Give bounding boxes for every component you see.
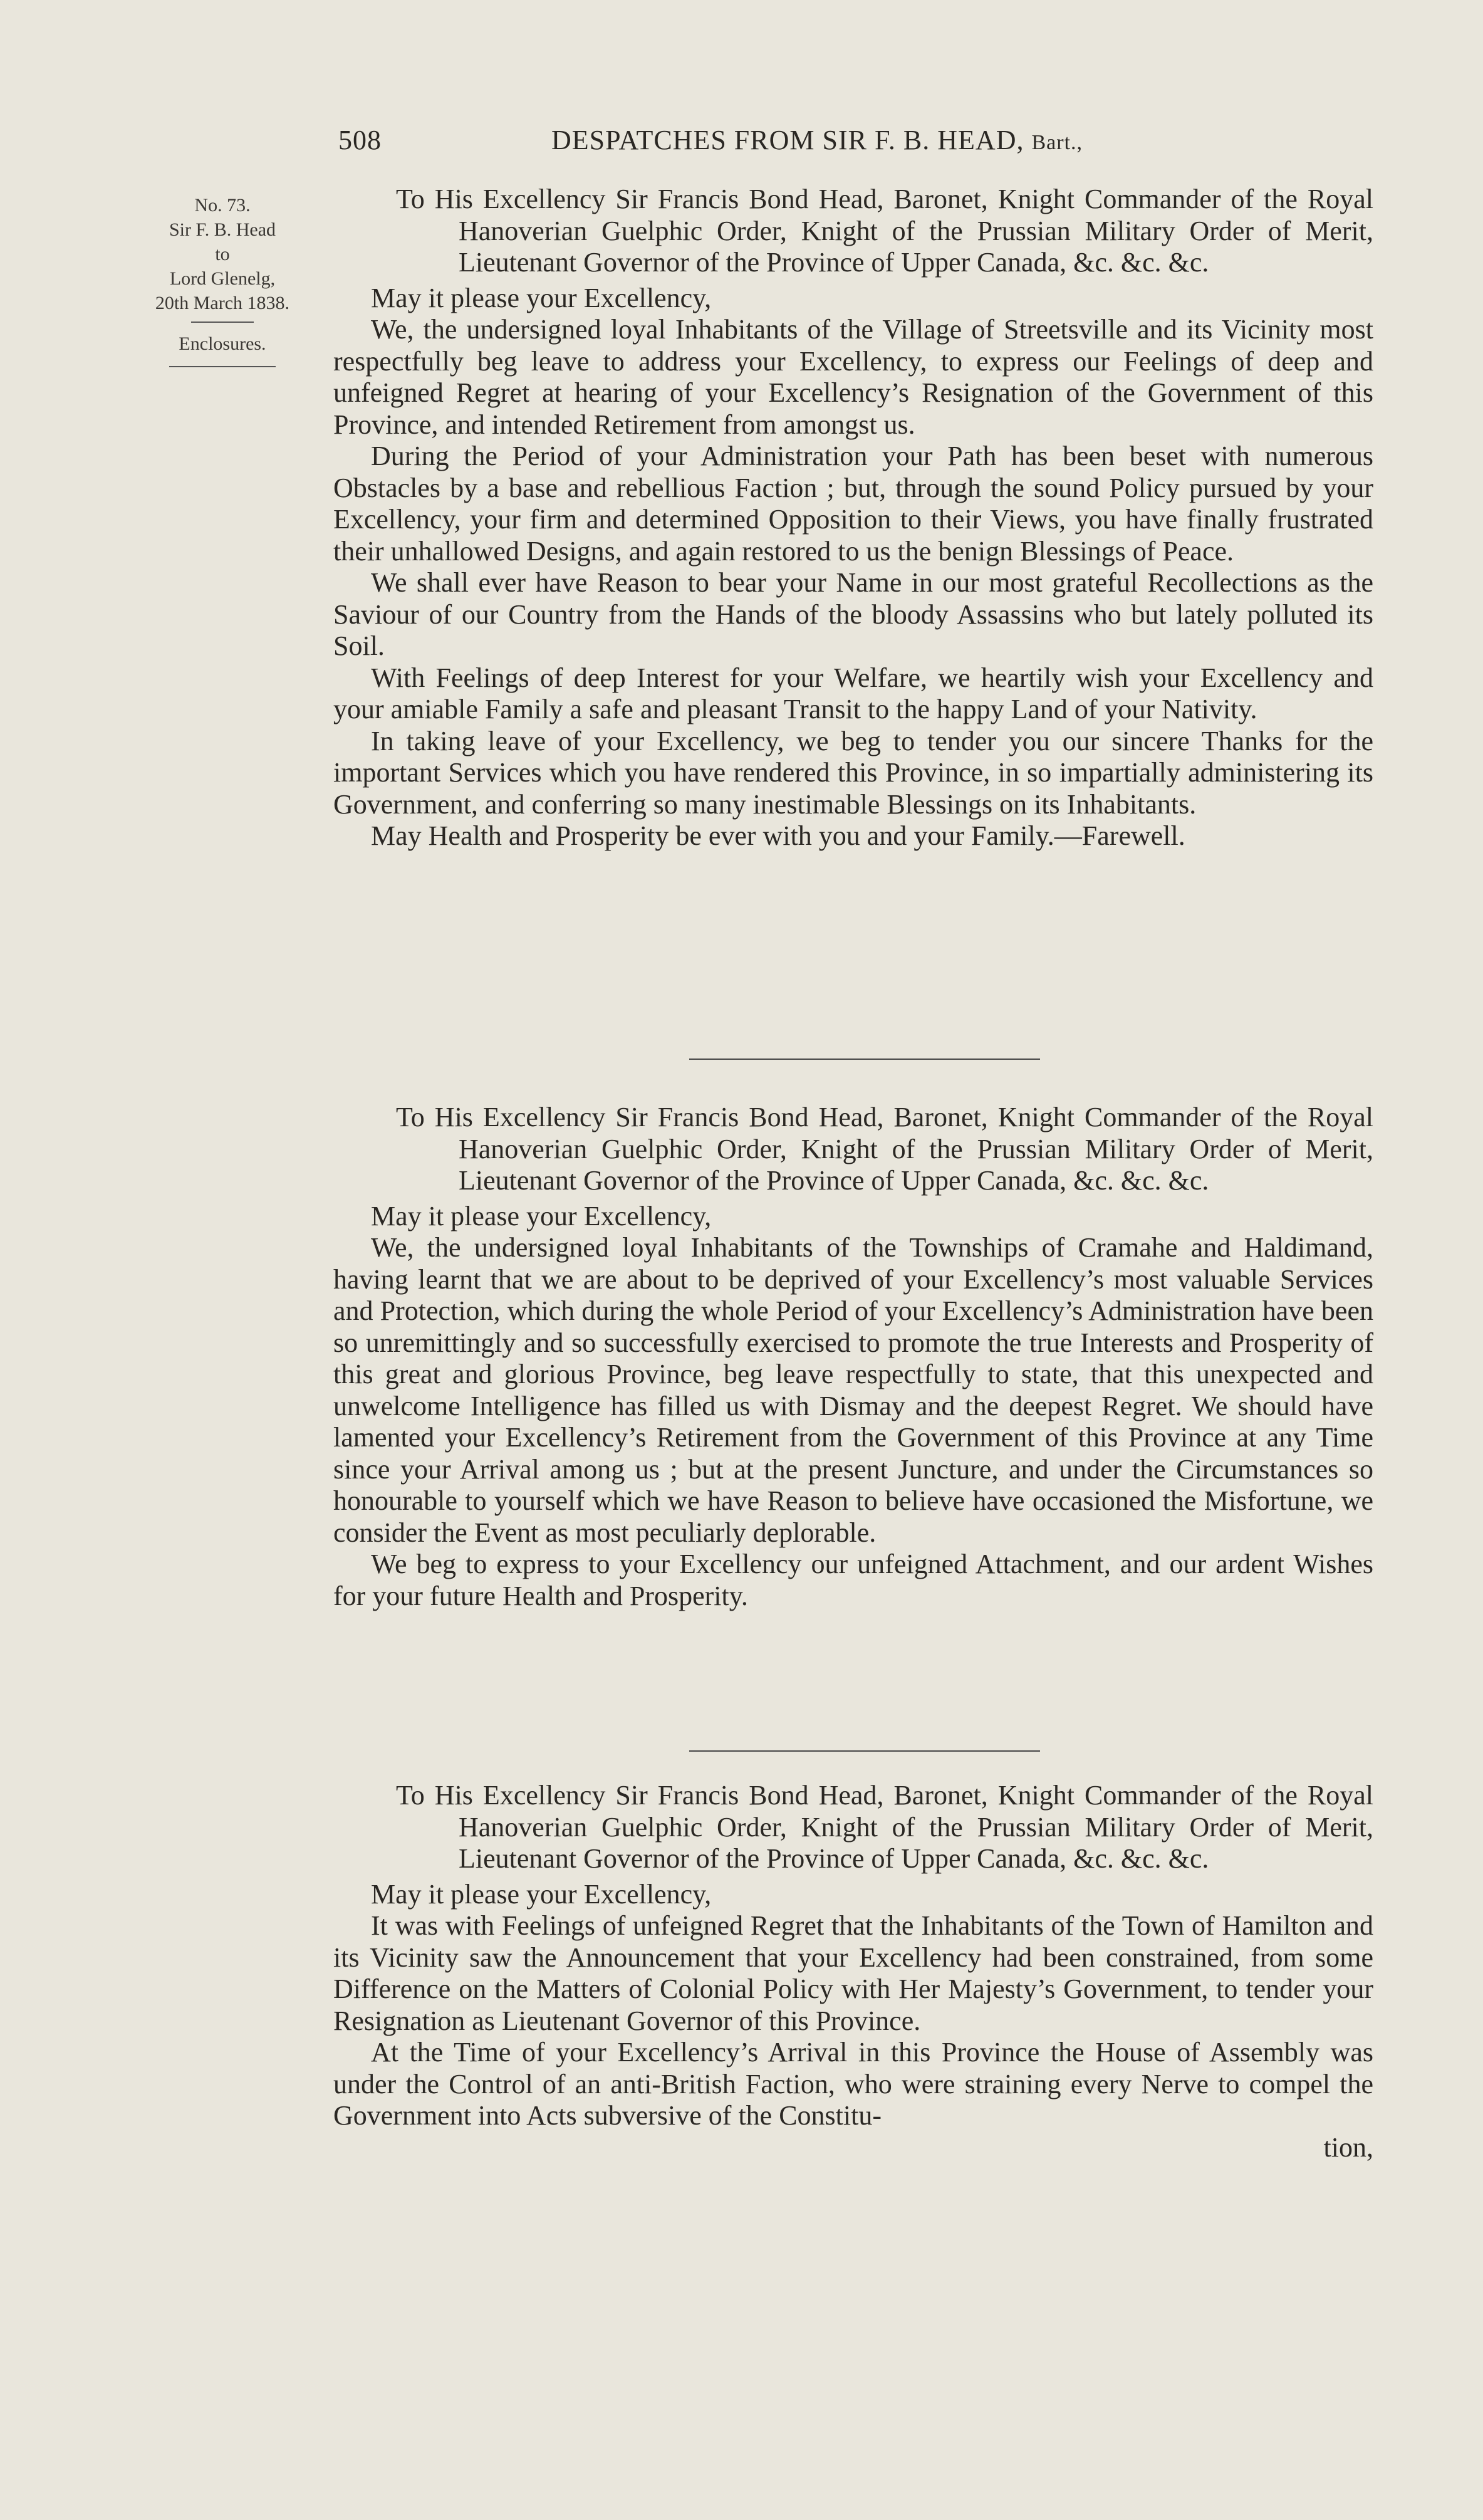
- running-title-main: DESPATCHES FROM SIR F. B. HEAD,: [551, 125, 1032, 155]
- greeting: May it please your Excellency,: [371, 282, 712, 313]
- salutation: To His Excellency Sir Francis Bond Head, Baronet, Knight Commander of the Royal Hanoverian Guelphic Order, Knight of the Prussian Military Order of Merit, Lieutenant Governor of the Province of Upper Canada, &c. &c. &c.: [396, 1780, 1373, 1874]
- salutation: To His Excellency Sir Francis Bond Head, Baronet, Knight Commander of the Royal Hanoverian Guelphic Order, Knight of the Prussian Military Order of Merit, Lieutenant Governor of the Province of Upper Canada, &c. &c. &c.: [396, 184, 1373, 278]
- despatch-recipient: Lord Glenelg,: [169, 268, 276, 289]
- despatch-date: 20th March 1838.: [155, 293, 290, 313]
- margin-divider: [169, 366, 276, 367]
- paragraph: We beg to express to your Excellency our unfeigned Attachment, and our ardent Wishes for your future Health and Prosperity.: [333, 1549, 1373, 1611]
- paragraph: We shall ever have Reason to bear your Name in our most grateful Recollections as the Saviour of our Country from the Hands of the bloody Assassins who but lately polluted its Soil.: [333, 567, 1373, 661]
- paragraph: It was with Feelings of unfeigned Regret that the Inhabitants of the Town of Hamilton and its Vicinity saw the Announcement that your Excellency had been constrained, from some Difference on the Matters of Colonial Policy with Her Majesty’s Government, to tender your Resignation as Lieutenant Governor of this Province.: [333, 1910, 1373, 2036]
- section-divider: [689, 1059, 1040, 1060]
- paragraph: May Health and Prosperity be ever with you and your Family.—Farewell.: [371, 820, 1185, 851]
- catchword: tion,: [1323, 2131, 1373, 2163]
- despatch-number: No. 73.: [194, 195, 251, 216]
- address-streetsville: [333, 184, 1373, 852]
- paragraph: With Feelings of deep Interest for your Welfare, we heartily wish your Excellency and your amiable Family a safe and pleasant Transit to the happy Land of your Nativity.: [333, 662, 1373, 724]
- running-title-suffix: Bart.,: [1031, 131, 1083, 154]
- paragraph: In taking leave of your Excellency, we beg to tender you our sincere Thanks for the important Services which you have rendered this Province, in so impartially administering its Government, and conferring so many inestimable Blessings on its Inhabitants.: [333, 725, 1373, 820]
- greeting: May it please your Excellency,: [371, 1200, 712, 1231]
- paragraph: During the Period of your Administration your Path has been beset with numerous Obstacles by a base and rebellious Faction ; but, through the sound Policy pursued by your Excellency, your firm and determined Opposition to their Views, you have finally frustrated their unhallowed Designs, and again restored to us the benign Blessings of Peace.: [333, 441, 1373, 567]
- section-divider: [689, 1750, 1040, 1752]
- running-title: [551, 123, 1083, 160]
- salutation: To His Excellency Sir Francis Bond Head, Baronet, Knight Commander of the Royal Hanoverian Guelphic Order, Knight of the Prussian Military Order of Merit, Lieutenant Governor of the Province of Upper Canada, &c. &c. &c.: [396, 1102, 1373, 1196]
- despatch-sender: Sir F. B. Head: [169, 219, 276, 240]
- address-hamilton: [333, 1780, 1373, 2163]
- paragraph: We, the undersigned loyal Inhabitants of the Village of Streetsville and its Vicinity most respectfully beg leave to address your Excellency, to express our Feelings of deep and unfeigned Regret at hearing of your Excellency’s Resignation of the Government of this Province, and intended Retirement from amongst us.: [333, 314, 1373, 440]
- paragraph: We, the undersigned loyal Inhabitants of the Townships of Cramahe and Haldimand, having learnt that we are about to be deprived of your Excellency’s most valuable Services and Protection, which during the whole Period of your Excellency’s Administration have been so unremittingly and so successfully exercised to promote the true Interests and Prosperity of this great and glorious Province, beg leave respectfully to state, that this unexpected and unwelcome Intelligence has filled us with Dismay and the deepest Regret. We should have lamented your Excellency’s Retirement from the Government of this Province at any Time since your Arrival among us ; but at the present Juncture, and under the Circumstances so honourable to yourself which we have Reason to believe have occasioned the Misfortune, we consider the Event as most peculiarly deplorable.: [333, 1232, 1373, 1548]
- enclosures-label: Enclosures.: [179, 333, 266, 354]
- paragraph: At the Time of your Excellency’s Arrival in this Province the House of Assembly was under the Control of an anti-British Faction, who were straining every Nerve to compel the Government into Acts subversive of the Constitu-: [333, 2037, 1373, 2131]
- address-cramahe-haldimand: [333, 1102, 1373, 1612]
- margin-divider: [191, 322, 254, 323]
- despatch-to: to: [215, 244, 230, 264]
- greeting: May it please your Excellency,: [371, 1878, 712, 1910]
- margin-note: [128, 193, 316, 367]
- page-number: 508: [338, 125, 382, 155]
